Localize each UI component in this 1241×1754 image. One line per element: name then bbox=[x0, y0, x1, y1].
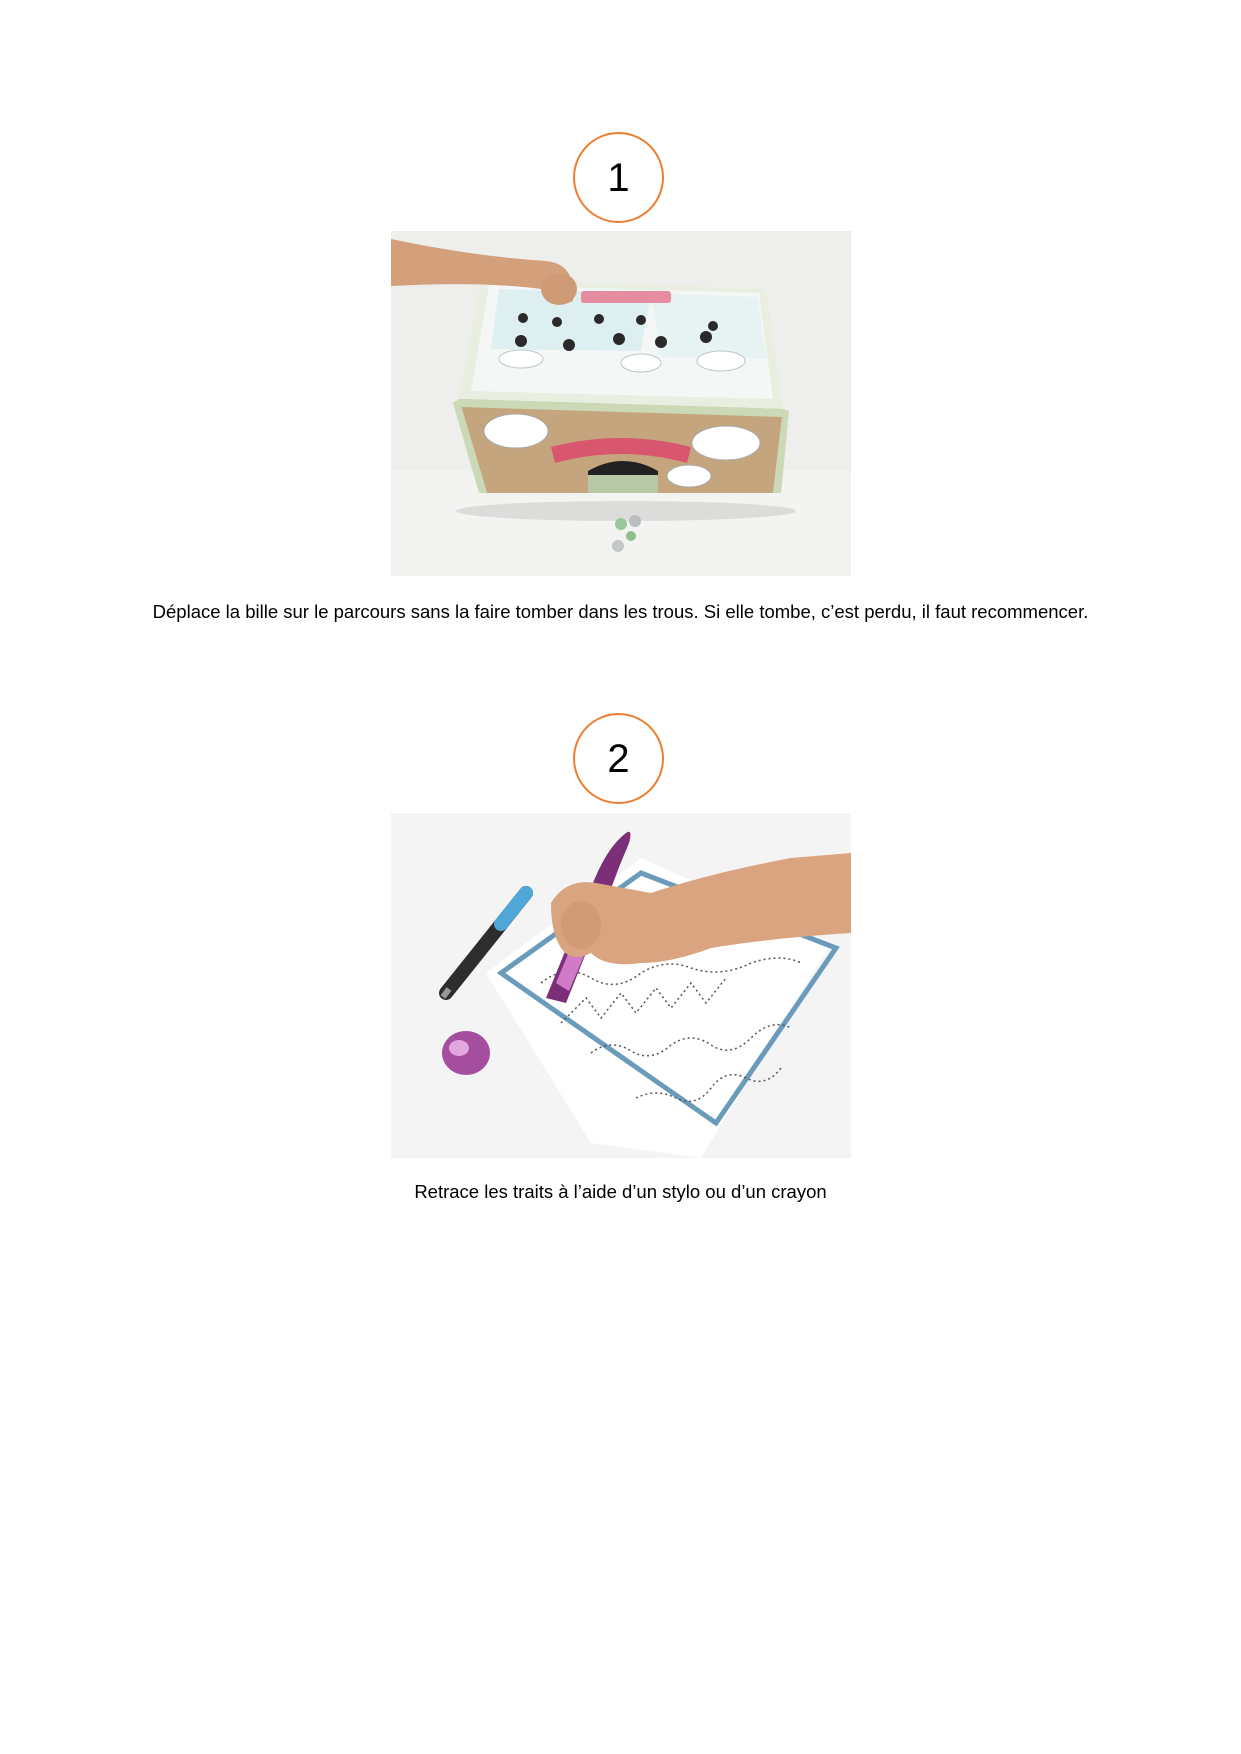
step-1-number: 1 bbox=[573, 132, 664, 223]
step-2-number: 2 bbox=[573, 713, 664, 804]
box-marble-maze-illustration bbox=[391, 231, 851, 576]
step-2-caption: Retrace les traits à l’aide d’un stylo ou d’un crayon bbox=[414, 1181, 827, 1202]
step-1-caption: Déplace la bille sur le parcours sans la faire tomber dans les trous. Si elle tombe, c’est perdu, il faut recommencer. bbox=[152, 601, 1089, 622]
tracing-worksheet-illustration bbox=[391, 813, 851, 1158]
step-1-photo bbox=[391, 231, 851, 576]
step-2-photo bbox=[391, 813, 851, 1158]
